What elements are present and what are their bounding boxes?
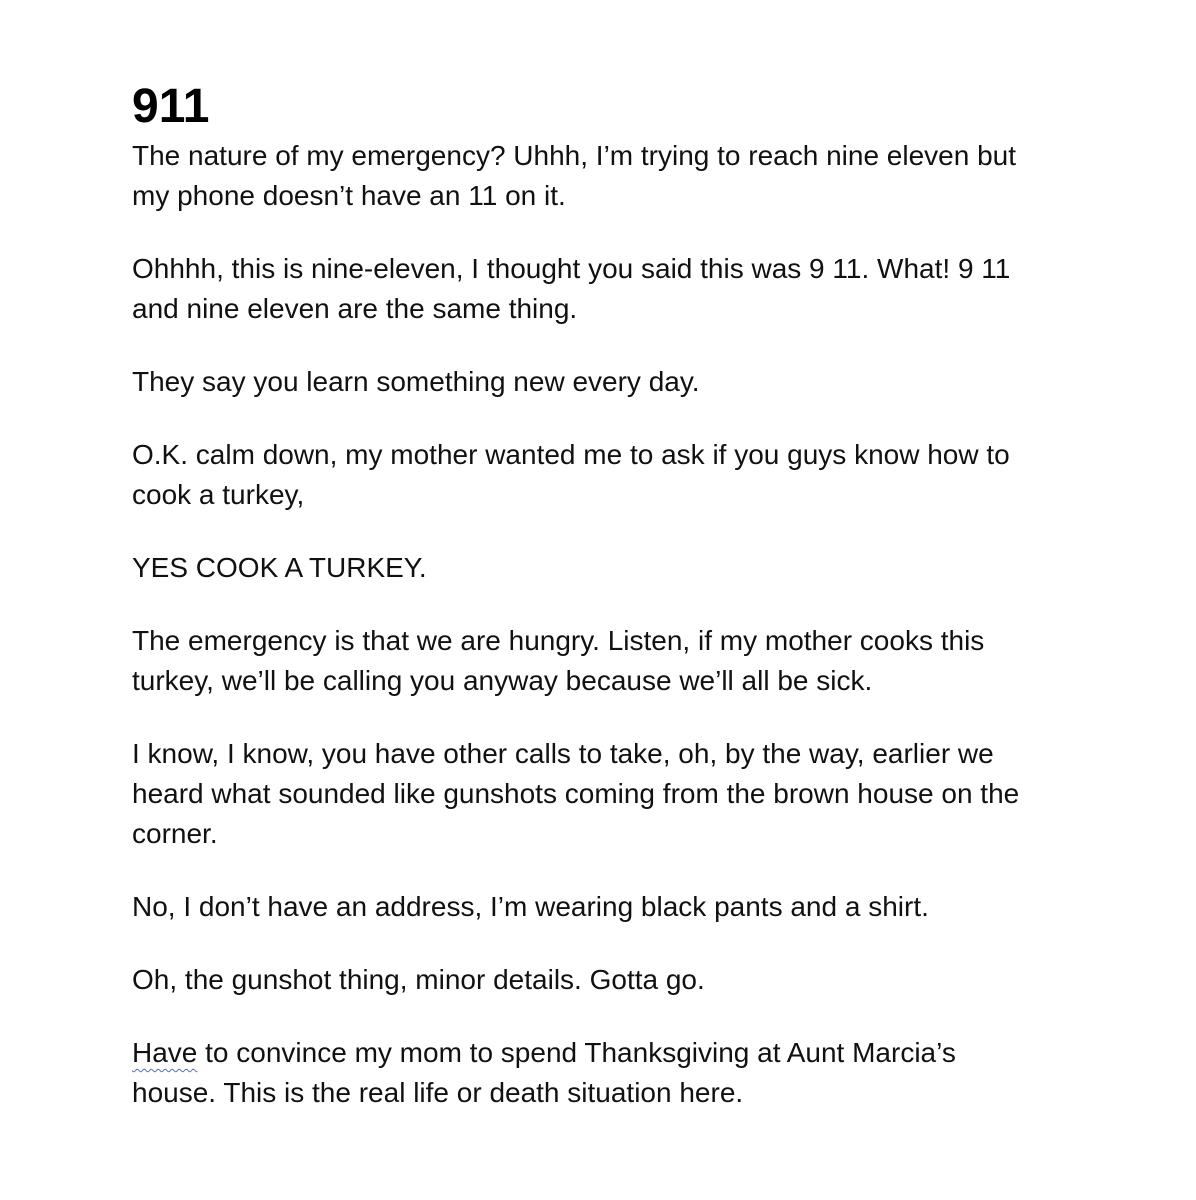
paragraph-last [132,1033,1032,1113]
paragraph: They say you learn something new every day. [132,366,700,397]
paragraph: Ohhhh, this is nine-eleven, I thought you said this was 9 11. What! 9 11 and nine eleven are the same thing. [132,253,1011,324]
paragraph: I know, I know, you have other calls to take, oh, by the way, earlier we heard what sounded like gunshots coming from the brown house on the corner. [132,738,1020,849]
paragraph: YES COOK A TURKEY. [132,552,427,583]
spellcheck-flagged-word[interactable]: Have [132,1037,198,1068]
paragraph: O.K. calm down, my mother wanted me to ask if you guys know how to cook a turkey, [132,439,1010,510]
paragraph-text: to convince my mom to spend Thanksgiving at Aunt Marcia’s house. This is the real life or death situation here. [132,1037,956,1108]
paragraph: The nature of my emergency? Uhhh, I’m trying to reach nine eleven but my phone doesn’t have an 11 on it. [132,140,1017,211]
document-title: 911 [132,80,210,133]
paragraph: Oh, the gunshot thing, minor details. Gotta go. [132,964,705,995]
paragraph: No, I don’t have an address, I’m wearing black pants and a shirt. [132,891,929,922]
paragraph: The emergency is that we are hungry. Listen, if my mother cooks this turkey, we’ll be calling you anyway because we’ll all be sick. [132,625,985,696]
document-body [132,78,1032,1146]
